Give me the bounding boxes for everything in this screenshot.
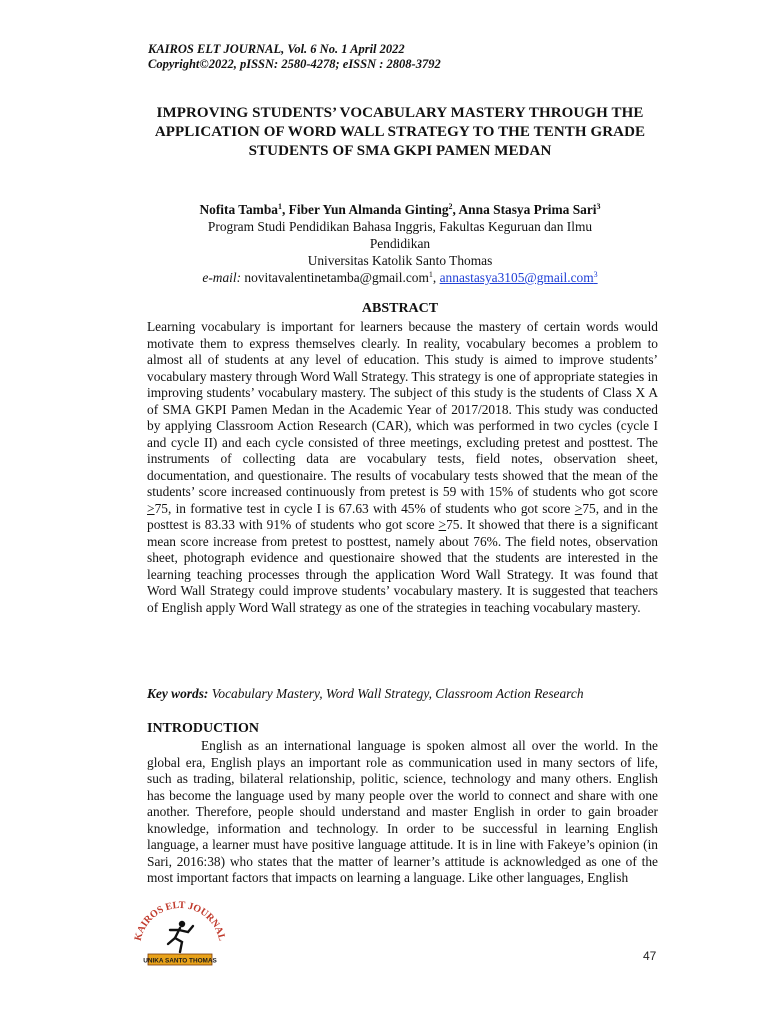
gte-symbol-3: > (438, 517, 447, 532)
author-3-sup: 3 (596, 202, 601, 211)
author-separator: , (281, 202, 289, 217)
email-1: novitavalentinetamba@gmail.com (244, 270, 429, 285)
logo-banner-text: UNIKA SANTO THOMAS (143, 957, 217, 965)
journal-copyright: Copyright©2022, pISSN: 2580-4278; eISSN : 2808-3792 (148, 57, 441, 71)
paper-title: IMPROVING STUDENTS’ VOCABULARY MASTERY THROUGH THE APPLICATION OF WORD WALL STRATEGY TO THE TENTH GRADE STUDENTS OF SMA GKPI PAMEN MEDAN (154, 105, 646, 159)
abstract-part-4: 75. It showed that there is a significant mean score increase from pretest to posttest, namely about 76%. The field notes, observation sheet, photograph evidence and questionaire showed that the students are interested in the learning teaching processes through the application Word Wall Strategy. It was found that Word Wall Strategy could improve students’ vocabulary mastery. It is suggested that teachers of English apply Word Wall strategy as one of the strategies in teaching vocabulary mastery. (147, 517, 658, 615)
abstract-part-1: Learning vocabulary is important for learners because the mastery of certain words would motivate them to express themselves clearly. In reality, vocabulary becomes a problem to almost all of students at any level of education. This study is aimed to improve students’ vocabulary mastery through Word Wall Strategy. This strategy is one of appropriate stategies in improving students’ vocabulary mastery. The subject of this study is the students of Class X A of SMA GKPI Pamen Medan in the Academic Year of 2017/2018. This study was conducted by applying Classroom Action Research (CAR), which was performed in two cycles (cycle I and cycle II) and each cycle consisted of three meetings, excluding pretest and posttest. The instruments of collecting data are vocabulary tests, field notes, observation sheet, documentation, and questionaire. The results of vocabulary tests showed that the mean of the students’ score increased continuously from pretest is 59 with 15% of students who got score (147, 319, 658, 499)
author-names (140, 201, 660, 218)
university: Universitas Katolik Santo Thomas (307, 253, 493, 268)
keywords-text: Vocabulary Mastery, Word Wall Strategy, Classroom Action Research (208, 686, 584, 701)
author-1: Nofita Tamba (199, 202, 278, 217)
affiliation-line-1: Program Studi Pendidikan Bahasa Inggris, Fakultas Keguruan dan Ilmu (207, 219, 593, 234)
email-label: e-mail: (202, 270, 242, 285)
email-2-sup[interactable]: 3 (593, 270, 598, 279)
author-2: Fiber Yun Almanda Ginting (288, 202, 449, 217)
keywords-label: Key words: (147, 686, 209, 701)
abstract-part-3: 75, and in the posttest is 83.33 with 91% of students who got score (147, 500, 658, 532)
author-1-sup: 1 (277, 202, 282, 211)
runner-figure-icon (168, 921, 193, 952)
keywords (147, 686, 584, 702)
affiliation-line-2: Pendidikan (369, 236, 431, 251)
author-3: Anna Stasya Prima Sari (458, 202, 597, 217)
logo-arc-text: KAIROS ELT JOURNAL (132, 899, 228, 942)
abstract-part-2: 75, in formative test in cycle I is 67.63 with 45% of students who got score (154, 500, 575, 516)
page-number: 47 (643, 949, 657, 963)
author-separator: , (452, 202, 459, 217)
email-1-sup: 1 (428, 270, 433, 279)
journal-header (148, 42, 441, 72)
journal-citation: KAIROS ELT JOURNAL, Vol. 6 No. 1 April 2022 (148, 42, 405, 56)
author-2-sup: 2 (448, 202, 453, 211)
email-2-link[interactable] (440, 270, 598, 285)
gte-symbol-2: > (574, 500, 583, 516)
email-2-text[interactable]: annastasya3105@gmail.com (439, 270, 594, 285)
journal-logo (130, 896, 230, 970)
introduction-text: English as an international language is spoken almost all over the world. In the global era, English plays an important role as communication used in many sectors of life, such as trading, bilateral relationship, politic, science, technology and many others. English has become the language used by many people over the world to connect and share with one another. Therefore, people should understand and master English in order to gain broader knowledge, information and technology. In order to be successful in learning English language, a learner must have positive language attitude. It is in line with Fakeye’s opinion (in Sari, 2016:38) who states that the matter of learner’s attitude is acknowledged as one of the most important factors that impacts on learning a language. Like other languages, English (147, 738, 658, 885)
introduction-heading: INTRODUCTION (147, 721, 260, 736)
abstract-heading: ABSTRACT (361, 301, 439, 316)
email-line (140, 269, 660, 286)
email-separator: , (432, 270, 440, 285)
gte-symbol-1: > (147, 500, 155, 516)
abstract-text (147, 319, 658, 616)
author-block (140, 201, 660, 286)
